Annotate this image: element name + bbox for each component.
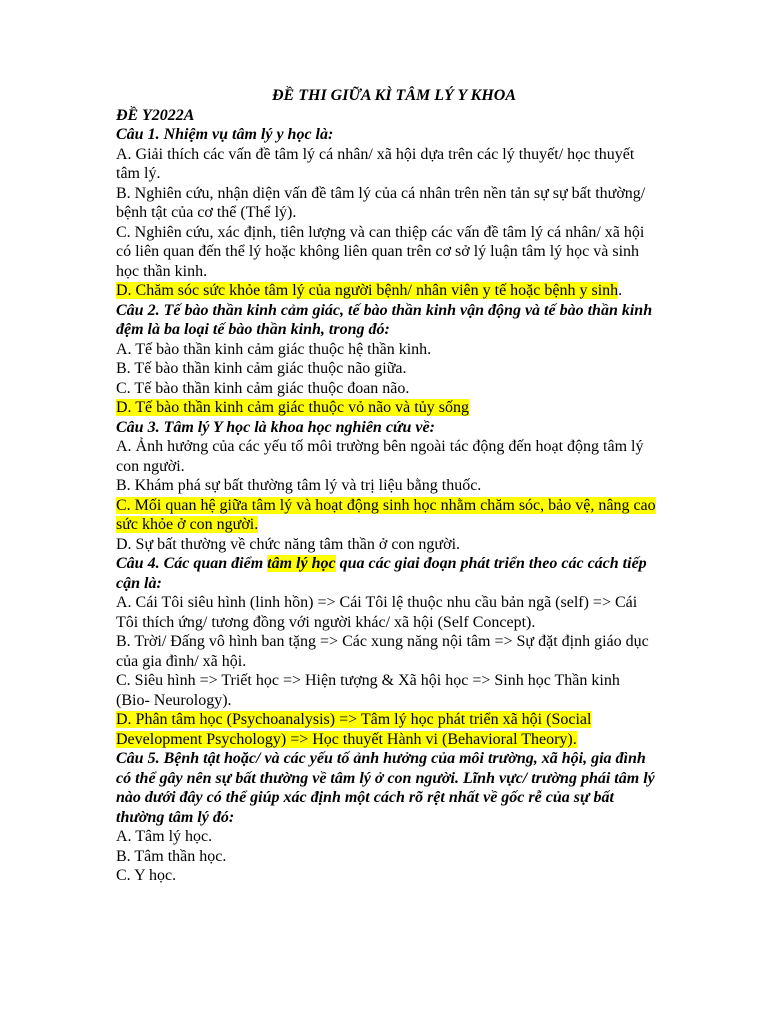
question-5-option-a: A. Tâm lý học. [116,828,213,845]
document-page [116,86,656,886]
question-4-text-before: Câu 4. Các quan điểm [116,555,268,572]
question-4-option-a: A. Cái Tôi siêu hình (linh hồn) => Cái Tôi lệ thuộc nhu cầu bản ngã (self) => Cái Tôi thích ứng/ tương đồng với người khác/ xã hội (Self Concept). [116,594,638,631]
question-1-answer-highlight: D. Chăm sóc sức khỏe tâm lý của người bệnh/ nhân viên y tế hoặc bệnh y sinh [116,282,619,299]
question-4-text-after: qua các giai đoạn phát triển theo các cách tiếp cận là: [116,555,647,592]
question-4-option-b: B. Trời/ Đấng vô hình ban tặng => Các xung năng nội tâm => Sự đặt định giáo dục của gia đình/ xã hội. [116,633,649,670]
question-1-option-d [116,281,656,301]
question-4 [116,554,656,593]
question-1-option-c: C. Nghiên cứu, xác định, tiên lượng và can thiệp các vấn đề tâm lý cá nhân/ xã hội có liên quan đến thể lý hoặc không liên quan trên cơ sở lý luận tâm lý học và sinh học thần kinh. [116,223,645,280]
question-5-option-b: B. Tâm thần học. [116,847,227,865]
document-title: ĐỀ THI GIỮA KÌ TÂM LÝ Y KHOA [272,87,516,104]
question-3-option-a: A. Ảnh hưởng của các yếu tố môi trường bên ngoài tác động đến hoạt động tâm lý con người. [116,438,644,475]
question-1-option-d-suffix: . [618,282,623,299]
question-5-option-c: C. Y học. [116,867,177,884]
exam-code: ĐỀ Y2022A [116,106,195,124]
question-1-option-b: B. Nghiên cứu, nhận diện vấn đề tâm lý của cá nhân trên nền tản sự sự bất thường/ bệnh tật của cơ thể (Thể lý). [116,184,646,221]
question-3-answer-highlight: C. Mối quan hệ giữa tâm lý và hoạt động sinh học nhằm chăm sóc, bảo vệ, nâng cao sức khỏe ở con người. [116,496,656,533]
question-4-answer-highlight: D. Phân tâm học (Psychoanalysis) => Tâm lý học phát triển xã hội (Social Development Psychology) => Học thuyết Hành vi (Behavioral Theory). [116,711,592,748]
question-2-option-c: C. Tế bào thần kinh cảm giác thuộc đoan não. [116,379,410,397]
question-3-option-b: B. Khám phá sự bất thường tâm lý và trị liệu bằng thuốc. [116,477,482,494]
question-2: Câu 2. Tế bào thần kinh cảm giác, tế bào thần kinh vận động và tế bào thần kinh đệm là ba loại tế bào thần kinh, trong đó: [116,301,653,338]
question-4-option-d [116,710,656,749]
question-4-keyword-highlight: tâm lý học [267,555,336,572]
question-1-option-a: A. Giải thích các vấn đề tâm lý cá nhân/ xã hội dựa trên các lý thuyết/ học thuyết tâm lý. [116,145,635,182]
question-4-option-c: C. Siêu hình => Triết học => Hiện tượng & Xã hội học => Sinh học Thần kinh (Bio- Neurology). [116,672,620,709]
question-3-option-d: D. Sự bất thường về chức năng tâm thần ở con người. [116,535,461,553]
question-5: Câu 5. Bệnh tật hoặc/ và các yếu tố ảnh hưởng của môi trường, xã hội, gia đình có thể gây nên sự bất thường về tâm lý ở con người. Lĩnh vực/ trường phái tâm lý nào dưới đây có thể giúp xác định một cách rõ rệt nhất về gốc rễ của sự bất thường tâm lý đó: [116,750,655,826]
question-3-option-c [116,496,656,535]
question-3: Câu 3. Tâm lý Y học là khoa học nghiên cứu về: [116,418,435,436]
question-2-option-a: A. Tế bào thần kinh cảm giác thuộc hệ thần kinh. [116,340,432,358]
question-2-option-d [116,398,656,418]
question-1: Câu 1. Nhiệm vụ tâm lý y học là: [116,126,334,143]
question-2-answer-highlight: D. Tế bào thần kinh cảm giác thuộc vỏ não và tủy sống [116,399,469,416]
question-2-option-b: B. Tế bào thần kinh cảm giác thuộc não giữa. [116,360,407,377]
